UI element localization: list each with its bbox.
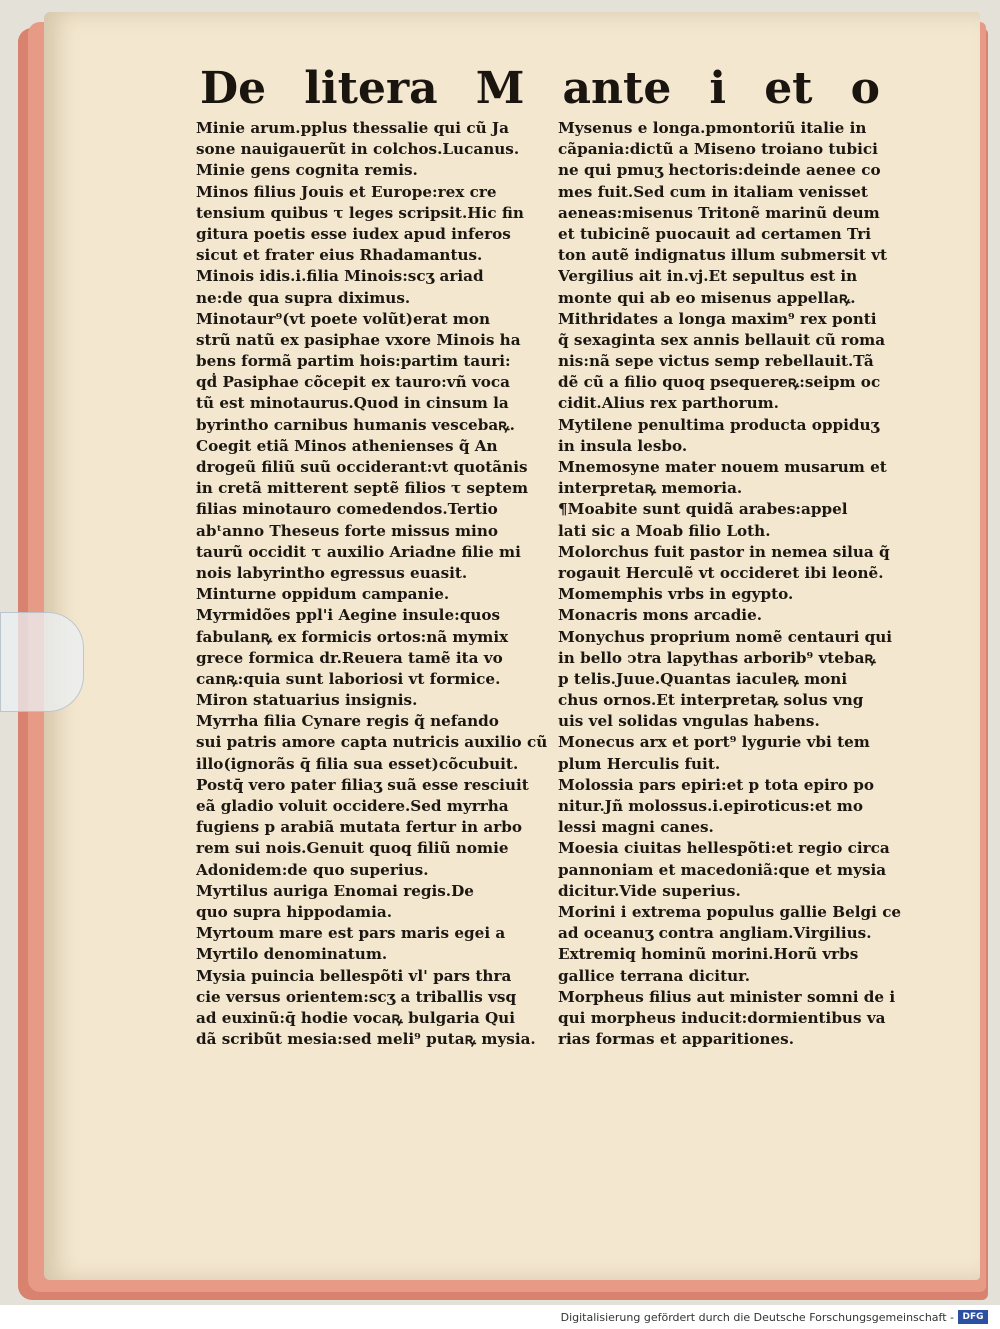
text-line: Minotaur⁹(vt poete volũt)erat mon [196, 309, 491, 328]
text-line: q̃ sexaginta sex annis bellauit cũ roma [558, 330, 886, 349]
text-line: aeneas:misenus Tritonẽ marinũ deum [558, 203, 880, 222]
right-text-column [558, 118, 910, 1050]
text-line: Minois idis.i.filia Minois:scʒ ariad [196, 267, 484, 286]
text-line: rem sui nois.Genuit quoq filiũ nomie [196, 839, 509, 858]
text-line: eã gladio voluit occidere.Sed myrrha [196, 797, 509, 815]
text-line: dẽ cũ a filio quoq psequereꝶ:seipm oc [558, 373, 881, 392]
header-word: i [709, 63, 727, 114]
page-clip [0, 612, 84, 712]
text-line: Adonidem:de quo superius. [196, 860, 429, 879]
text-line: cidit.Alius rex parthorum. [558, 394, 779, 413]
header-word: ante [562, 63, 672, 114]
text-line: ne:de qua supra diximus. [196, 288, 411, 307]
text-line: rias formas et apparitiones. [558, 1030, 794, 1049]
text-line: Myrtilo denominatum. [196, 945, 388, 964]
text-line: Monecus arx et port⁹ lygurie vbi tem [558, 733, 870, 752]
text-line: Monacris mons arcadie. [558, 606, 763, 625]
text-line: Minturne oppidum campanie. [196, 585, 450, 604]
text-line: dicitur.Vide superius. [558, 881, 741, 900]
text-line: canꝶ:quia sunt laboriosi vt formice. [196, 669, 501, 688]
text-line: tensium quibus τ leges scripsit.Hic fin [196, 203, 524, 222]
text-line: Mysenus e longa.pmontoriũ italie in [558, 119, 867, 137]
text-line: gitura poetis esse iudex apud inferos [196, 224, 511, 243]
left-text-column [196, 118, 550, 1050]
text-line: Molorchus fuit pastor in nemea silua q̃ [558, 542, 890, 561]
text-line: illo(ignorãs q̄ filia sua esset)cõcubuit. [196, 754, 519, 773]
text-line: Mithridates a longa maxim⁹ rex ponti [558, 309, 877, 328]
text-line: Moesia ciuitas hellespõti:et regio circa [558, 839, 890, 858]
dfg-logo: DFG [958, 1310, 988, 1324]
text-line: nois labyrintho egressus euasit. [196, 563, 468, 582]
text-line: taurũ occidit τ auxilio Ariadne filie mi [196, 542, 521, 561]
text-line: ne qui pmuʒ hectoris:deinde aenee co [558, 161, 881, 180]
text-line: strũ natũ ex pasiphae vxore Minois ha [196, 330, 521, 349]
text-line: ton autẽ indignatus illum submersit vt [558, 246, 888, 265]
text-line: Mytilene penultima producta oppiduʒ [558, 415, 880, 434]
header-word: De [200, 63, 267, 114]
text-line: Minos filius Jouis et Europe:rex cre [196, 182, 497, 201]
text-line: gallice terrana dicitur. [558, 966, 751, 985]
text-line: nis:nã sepe victus semp rebellauit.Tã [558, 352, 874, 371]
text-line: fabulanꝶ ex formicis ortos:nã mymix [196, 627, 509, 646]
text-line: Myrmidões ppl'i Aegine insule:quos [196, 606, 501, 625]
text-line: cãpania:dictũ a Miseno troiano tubici [558, 140, 878, 159]
text-line: monte qui ab eo misenus appellaꝶ. [558, 288, 856, 307]
text-line: in insula lesbo. [558, 436, 688, 455]
text-line: ¶Moabite sunt quidã arabes:appel [558, 500, 848, 519]
text-line: chus ornos.Et interpretaꝶ solus vng [558, 691, 864, 710]
header-word: litera [304, 63, 438, 114]
text-line: Postq̄ vero pater filiaʒ suã esse resciuit [196, 775, 529, 794]
text-line: Myrtoum mare est pars maris egei a [196, 924, 506, 943]
text-line: qḋ Pasiphae cõcepit ex tauro:vñ voca [196, 373, 510, 392]
text-line: p telis.Juue.Quantas iaculeꝶ moni [558, 669, 848, 688]
running-header [200, 50, 880, 114]
text-line: sone nauigauerũt in colchos.Lucanus. [196, 140, 520, 159]
text-line: Vergilius ait in.vj.Et sepultus est in [558, 267, 858, 286]
text-line: Momemphis vrbs in egypto. [558, 585, 794, 604]
text-line: ad oceanuʒ contra angliam.Virgilius. [558, 924, 872, 943]
text-line: in bello ↄtra lapythas arborib⁹ vtebaꝶ [558, 648, 876, 667]
digitization-credit: Digitalisierung gefördert durch die Deutsche Forschungsgemeinschaft - [560, 1311, 954, 1324]
text-line: fugiens p arabiã mutata fertur in arbo [196, 818, 522, 837]
header-word: M [475, 63, 525, 114]
text-line: et tubicinẽ puocauit ad certamen Tri [558, 224, 871, 243]
text-line: Coegit etiã Minos athenienses q̃ An [196, 436, 498, 455]
text-line: Mnemosyne mater nouem musarum et [558, 458, 887, 476]
text-line: Extremiq hominũ morini.Horũ vrbs [558, 945, 859, 964]
text-line: Morpheus filius aut minister somni de i [558, 987, 896, 1006]
text-line: Minie arum.pplus thessalie qui cũ Ja [196, 119, 509, 137]
text-line: filias minotauro comedendos.Tertio [196, 500, 498, 519]
text-line: lessi magni canes. [558, 818, 714, 837]
text-line: grece formica dr.Reuera tamẽ ita vo [196, 648, 503, 667]
text-line: Molossia pars epiri:et p tota epiro po [558, 775, 874, 794]
text-line: dã scribũt mesia:sed meli⁹ putaꝶ mysia. [196, 1030, 536, 1049]
text-line: byrintho carnibus humanis vescebaꝶ. [196, 415, 515, 434]
text-line: tũ est minotaurus.Quod in cinsum la [196, 394, 509, 413]
text-line: Myrrha filia Cynare regis q̃ nefando [196, 712, 499, 731]
text-line: pannoniam et macedoniã:que et mysia [558, 860, 887, 879]
text-line: quo supra hippodamia. [196, 902, 393, 921]
text-line: lati sic a Moab filio Loth. [558, 521, 771, 540]
header-word: et [764, 63, 813, 114]
text-line: in cretã mitterent septẽ filios τ septem [196, 479, 529, 498]
text-line: interpretaꝶ memoria. [558, 479, 743, 498]
text-line: Miron statuarius insignis. [196, 691, 418, 710]
text-line: uis vel solidas vngulas habens. [558, 712, 820, 731]
text-line: plum Herculis fuit. [558, 754, 721, 773]
text-line: sui patris amore capta nutricis auxilio cũ [196, 733, 548, 752]
text-line: bens formã partim hois:partim tauri: [196, 352, 511, 371]
header-word: o [850, 63, 880, 114]
text-line: mes fuit.Sed cum in italiam venisset [558, 182, 868, 201]
text-line: rogauit Herculẽ vt occideret ibi leonẽ. [558, 563, 884, 582]
text-line: Morini i extrema populus gallie Belgi ce [558, 902, 902, 921]
text-line: sicut et frater eius Rhadamantus. [196, 246, 483, 265]
text-line: drogeũ filiũ suũ occiderant:vt quotãnis [196, 458, 528, 476]
text-line: nitur.Jñ molossus.i.epiroticus:et mo [558, 797, 863, 815]
text-line: ad euxinũ:q̄ hodie vocaꝶ bulgaria Qui [196, 1008, 515, 1027]
text-line: Minie gens cognita remis. [196, 161, 418, 180]
text-line: Myrtilus auriga Enomai regis.De [196, 881, 474, 900]
text-line: Monychus proprium nomẽ centauri qui [558, 627, 893, 646]
text-line: qui morpheus inducit:dormientibus va [558, 1008, 886, 1027]
text-line: cie versus orientem:scʒ a triballis vsq [196, 987, 517, 1006]
text-line: Mysia puincia bellespõti vl' pars thra [196, 966, 512, 985]
text-line: abᵗanno Theseus forte missus mino [196, 521, 498, 540]
